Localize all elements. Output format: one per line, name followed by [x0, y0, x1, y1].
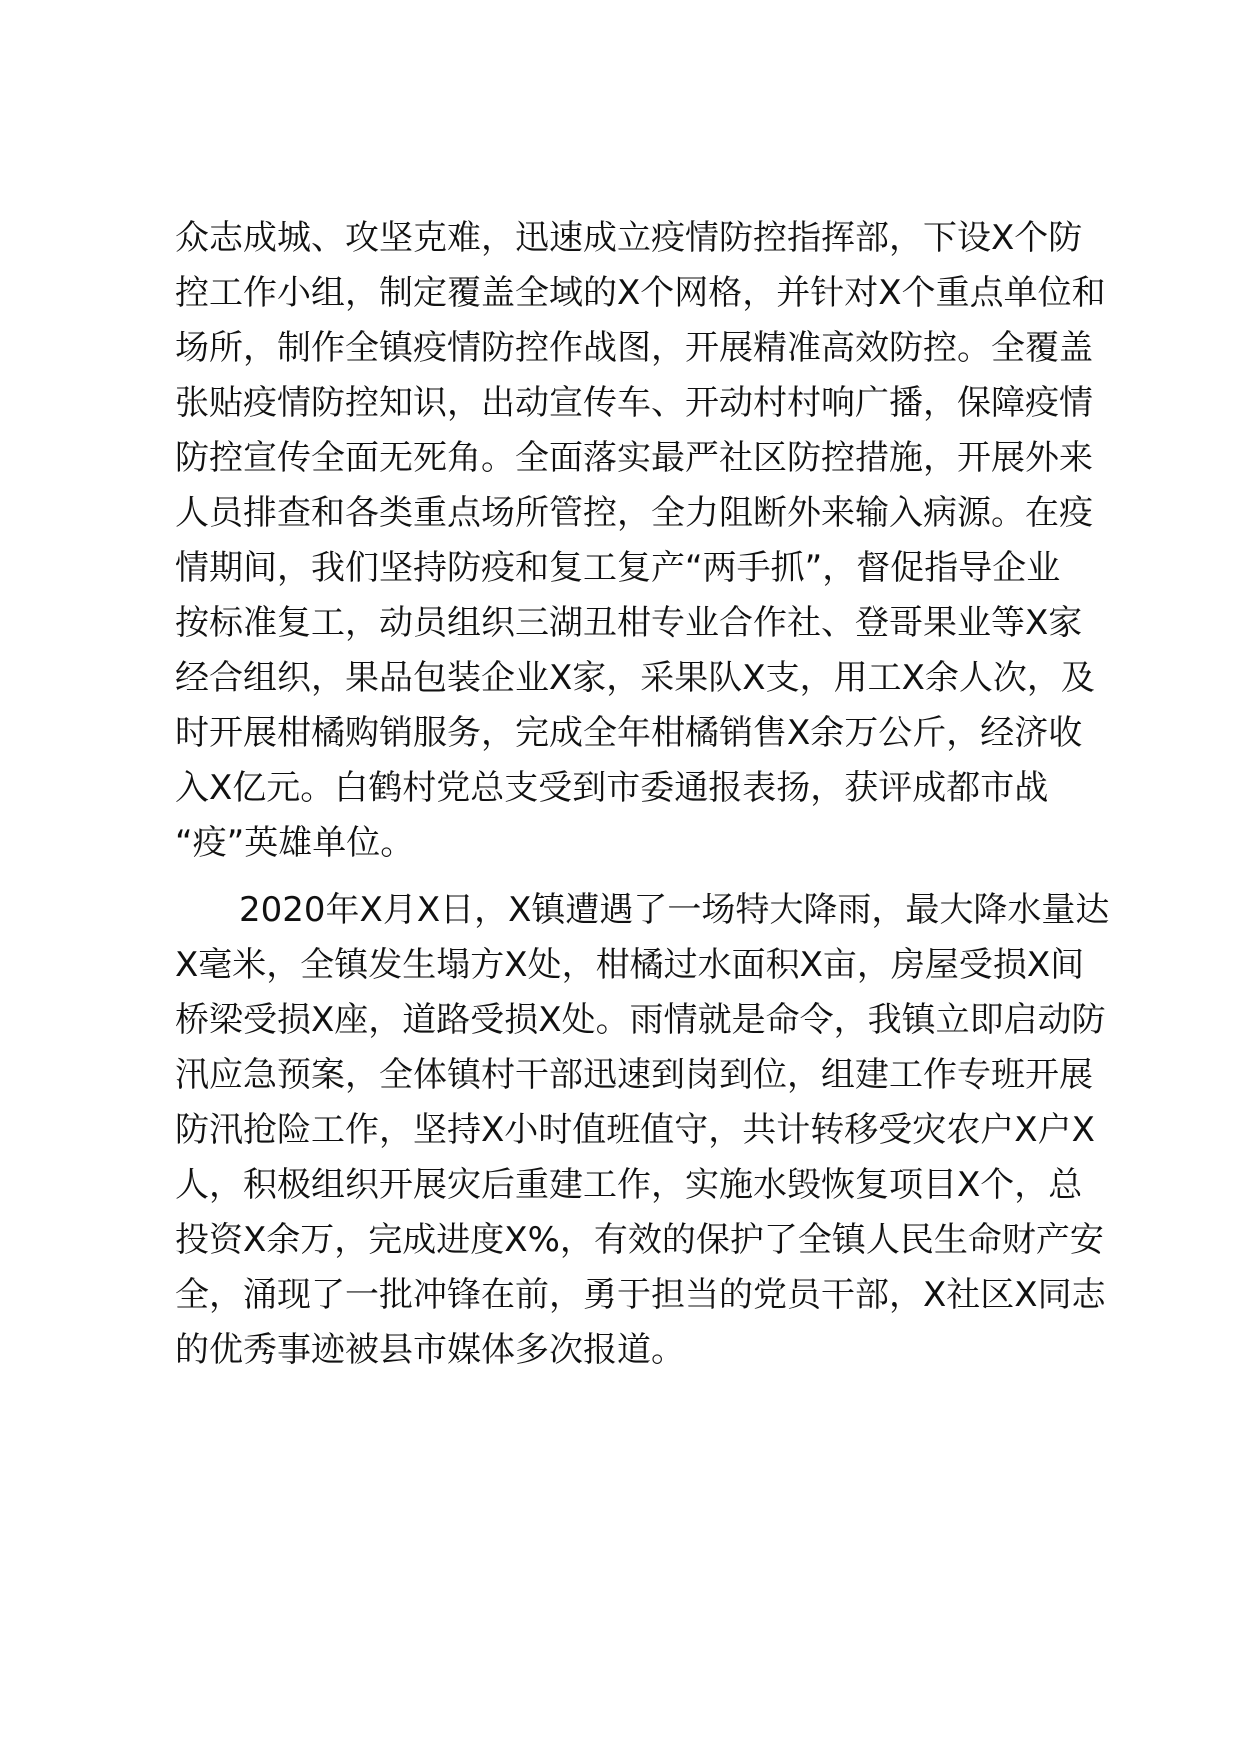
- text-line: 经合组织，果品包装企业X家，采果队X支，用工X余人次，及: [175, 658, 1095, 698]
- text-line: 人员排查和各类重点场所管控，全力阻断外来输入病源。在疫: [175, 493, 1093, 533]
- text-line: 汛应急预案，全体镇村干部迅速到岗到位，组建工作专班开展: [175, 1055, 1093, 1095]
- text-line: “疫”英雄单位。: [175, 823, 415, 863]
- text-line: 时开展柑橘购销服务，完成全年柑橘销售X余万公斤，经济收: [175, 713, 1083, 753]
- text-line: 情期间，我们坚持防疫和复工复产“两手抓”，督促指导企业: [175, 548, 1061, 588]
- text-line: 的优秀事迹被县市媒体多次报道。: [175, 1330, 685, 1370]
- text-line: 人，积极组织开展灾后重建工作，实施水毁恢复项目X个，总: [175, 1165, 1083, 1205]
- text-line: 场所，制作全镇疫情防控作战图，开展精准高效防控。全覆盖: [175, 328, 1093, 368]
- text-line: 张贴疫情防控知识，出动宣传车、开动村村响广播，保障疫情: [175, 383, 1093, 423]
- text-line: 2020年X月X日，X镇遭遇了一场特大降雨，最大降水量达: [239, 890, 1110, 930]
- text-line: 投资X余万，完成进度X%，有效的保护了全镇人民生命财产安: [175, 1220, 1104, 1260]
- text-line: X毫米，全镇发生塌方X处，柑橘过水面积X亩，房屋受损X间: [175, 945, 1085, 985]
- text-line: 按标准复工，动员组织三湖丑柑专业合作社、登哥果业等X家: [175, 603, 1083, 643]
- text-line: 控工作小组，制定覆盖全域的X个网格，并针对X个重点单位和: [175, 273, 1106, 313]
- text-line: 入X亿元。白鹤村党总支受到市委通报表扬，获评成都市战: [175, 768, 1049, 808]
- text-line: 众志成城、攻坚克难，迅速成立疫情防控指挥部，下设X个防: [175, 218, 1083, 258]
- text-line: 桥梁受损X座，道路受损X处。雨情就是命令，我镇立即启动防: [175, 1000, 1106, 1040]
- text-line: 全，涌现了一批冲锋在前，勇于担当的党员干部，X社区X同志: [175, 1275, 1106, 1315]
- text-line: 防汛抢险工作，坚持X小时值班值守，共计转移受灾农户X户X: [175, 1110, 1095, 1150]
- text-line: 防控宣传全面无死角。全面落实最严社区防控措施，开展外来: [175, 438, 1093, 478]
